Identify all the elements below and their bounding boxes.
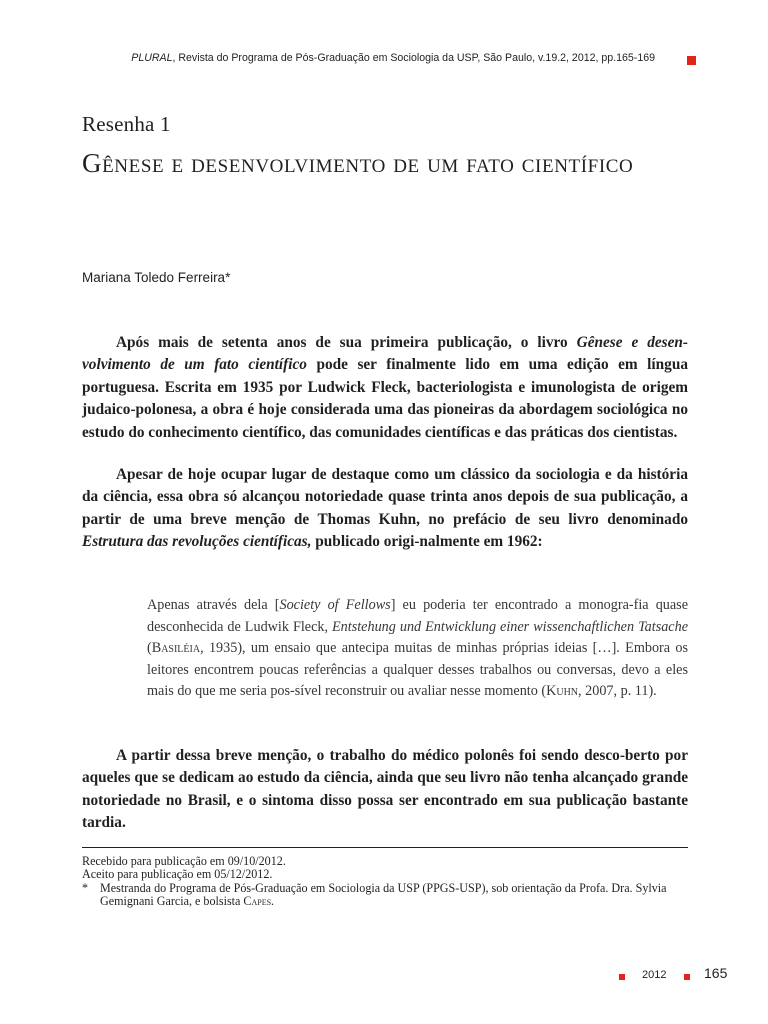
footer-accent-square-left <box>619 974 625 980</box>
running-header <box>0 52 655 64</box>
journal-citation: , Revista do Programa de Pós-Graduação em Sociologia da USP, São Paulo, v.19.2, 2012, pp.165-169 <box>172 52 655 64</box>
paragraph-1: Após mais de setenta anos de sua primeira publicação, o livro Gênese e desen-volvimento de um fato científico pode ser finalmente lido em uma edição em língua portuguesa. Escrita em 1935 por Ludwick Fleck, bacteriologista e imunologista de origem judaico-polonesa, a obra é hoje considerada uma das pioneiras da abordagem sociológica no estudo do conhecimento científico, das comunidades científicas e das práticas dos cientistas. <box>82 334 688 441</box>
page-number: 165 <box>704 965 728 981</box>
footnote-rule <box>82 847 688 848</box>
footer-accent-square-right <box>684 974 690 980</box>
author-name: Mariana Toledo Ferreira* <box>82 270 231 285</box>
footnotes <box>82 855 688 909</box>
book-title-gênese: Gênese e desen-volvimento de um fato científico <box>82 334 688 374</box>
accepted-date: Aceito para publicação em 05/12/2012. <box>82 867 273 882</box>
received-date: Recebido para publicação em 09/10/2012. <box>82 854 286 868</box>
author-footnote: * Mestranda do Programa de Pós-Graduação em Sociologia da USP (PPGS-USP), sob orientação da Profa. Dra. Sylvia Gemignani Garcia, e bolsista Capes. <box>82 880 667 909</box>
paragraph-3: A partir dessa breve menção, o trabalho do médico polonês foi sendo desco-berto por aqueles que se dedicam ao estudo da ciência, ainda que seu livro não tenha alcançado grande notoriedade no Brasil, e o sintoma disso possa ser encontrado em sua publicação bastante tardia. <box>82 747 688 832</box>
journal-name: PLURAL <box>131 52 173 64</box>
section-label: Resenha 1 <box>82 112 171 136</box>
block-quote: Apenas através dela [Society of Fellows] eu poderia ter encontrado a monogra-fia quase desconhecida de Ludwik Fleck, Entstehung und Entwicklung einer wissenchaftlichen Tatsache (Basiléia, 1935), um ensaio que antecipa muitas de minhas próprias ideias […]. Embora os leitores encontrem poucas referências a qualquer desses trabalhos ou conversas, devo a eles mais do que me seria pos-sível reconstruir ou avaliar nesse momento (Kuhn, 2007, p. 11). <box>147 597 688 700</box>
page-title: Gênese e desenvolvimento de um fato científico <box>82 148 634 178</box>
book-title-estrutura: Estrutura das revoluções científicas, <box>82 533 312 551</box>
header-accent-square <box>687 56 696 65</box>
footnote-mark: * <box>82 880 89 895</box>
footer-year: 2012 <box>642 969 667 981</box>
paragraph-2: Apesar de hoje ocupar lugar de destaque como um clássico da sociologia e da história da ciência, essa obra só alcançou notoriedade quase trinta anos depois de sua publicação, a partir de uma breve menção de Thomas Kuhn, no prefácio de seu livro denominado Estrutura das revoluções científicas, publicado origi-nalmente em 1962: <box>82 466 688 551</box>
